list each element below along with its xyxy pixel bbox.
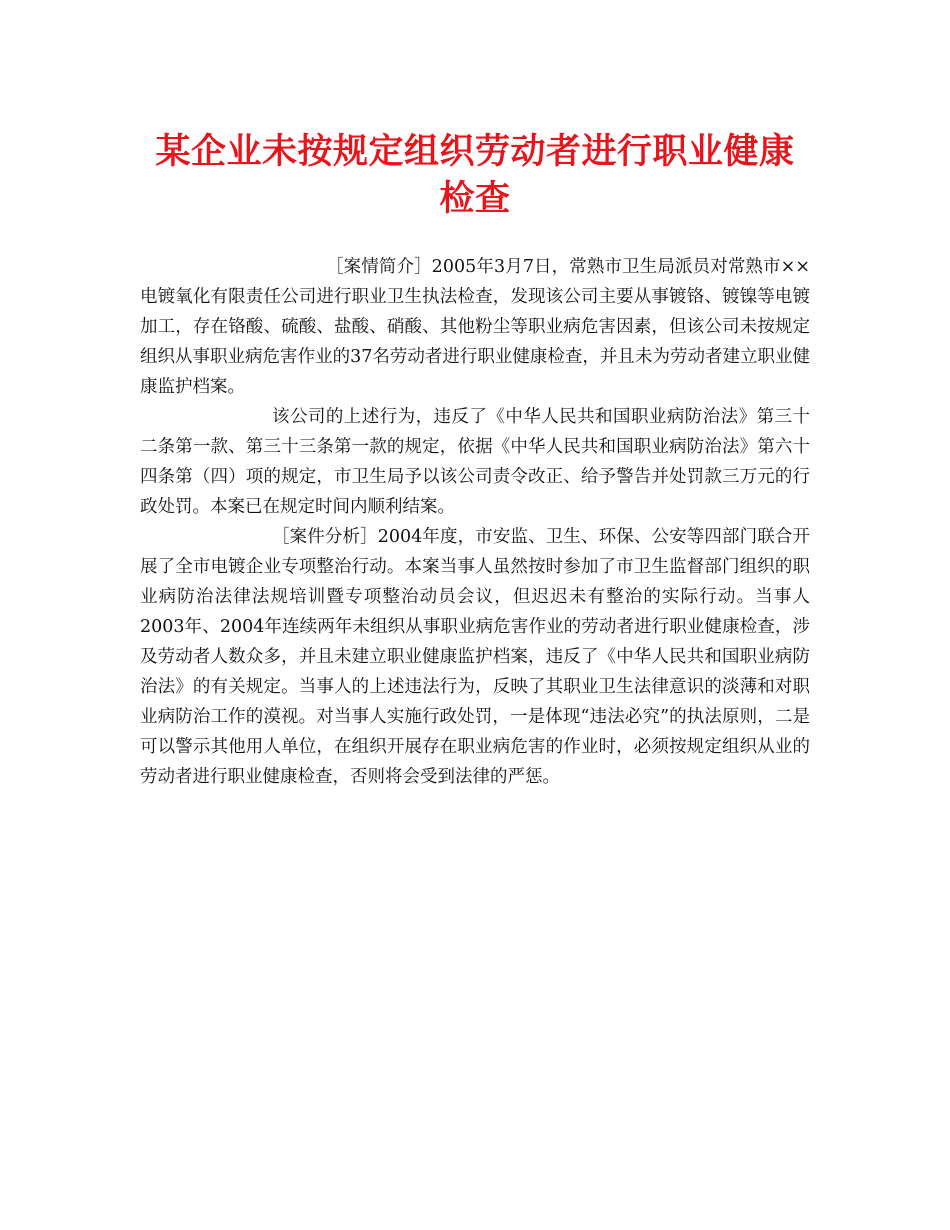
paragraph-case-summary: ［案情简介］2005年3月7日，常熟市卫生局派员对常熟市××电镀氧化有限责任公司进行职业卫生执法检查，发现该公司主要从事镀铬、镀镍等电镀加工，存在铬酸、硫酸、盐酸、硝酸、其他粉尘等职业病危害因素，但该公司未按规定组织从事职业病危害作业的37名劳动者进行职业健康检查，并且未为劳动者建立职业健康监护档案。 — [140, 257, 810, 397]
document-title: 某企业未按规定组织劳动者进行职业健康检查 — [155, 131, 795, 219]
paragraph-penalty: 该公司的上述行为，违反了《中华人民共和国职业病防治法》第三十二条第一款、第三十三条第一款的规定，依据《中华人民共和国职业病防治法》第六十四条第（四）项的规定，市卫生局予以该公司责令改正、给予警告并处罚款三万元的行政处罚。本案已在规定时间内顺利结案。 — [140, 407, 810, 517]
document-body — [140, 252, 810, 792]
paragraph-case-analysis: ［案件分析］2004年度，市安监、卫生、环保、公安等四部门联合开展了全市电镀企业专项整治行动。本案当事人虽然按时参加了市卫生监督部门组织的职业病防治法律法规培训暨专项整治动员会议，但迟迟未有整治的实际行动。当事人2003年、2004年连续两年未组织从事职业病危害作业的劳动者进行职业健康检查，涉及劳动者人数众多，并且未建立职业健康监护档案，违反了《中华人民共和国职业病防治法》的有关规定。当事人的上述违法行为，反映了其职业卫生法律意识的淡薄和对职业病防治工作的漠视。对当事人实施行政处罚，一是体现“违法必究”的执法原则，二是可以警示其他用人单位，在组织开展存在职业病危害的作业时，必须按规定组织从业的劳动者进行职业健康检查，否则将会受到法律的严惩。 — [140, 527, 810, 787]
